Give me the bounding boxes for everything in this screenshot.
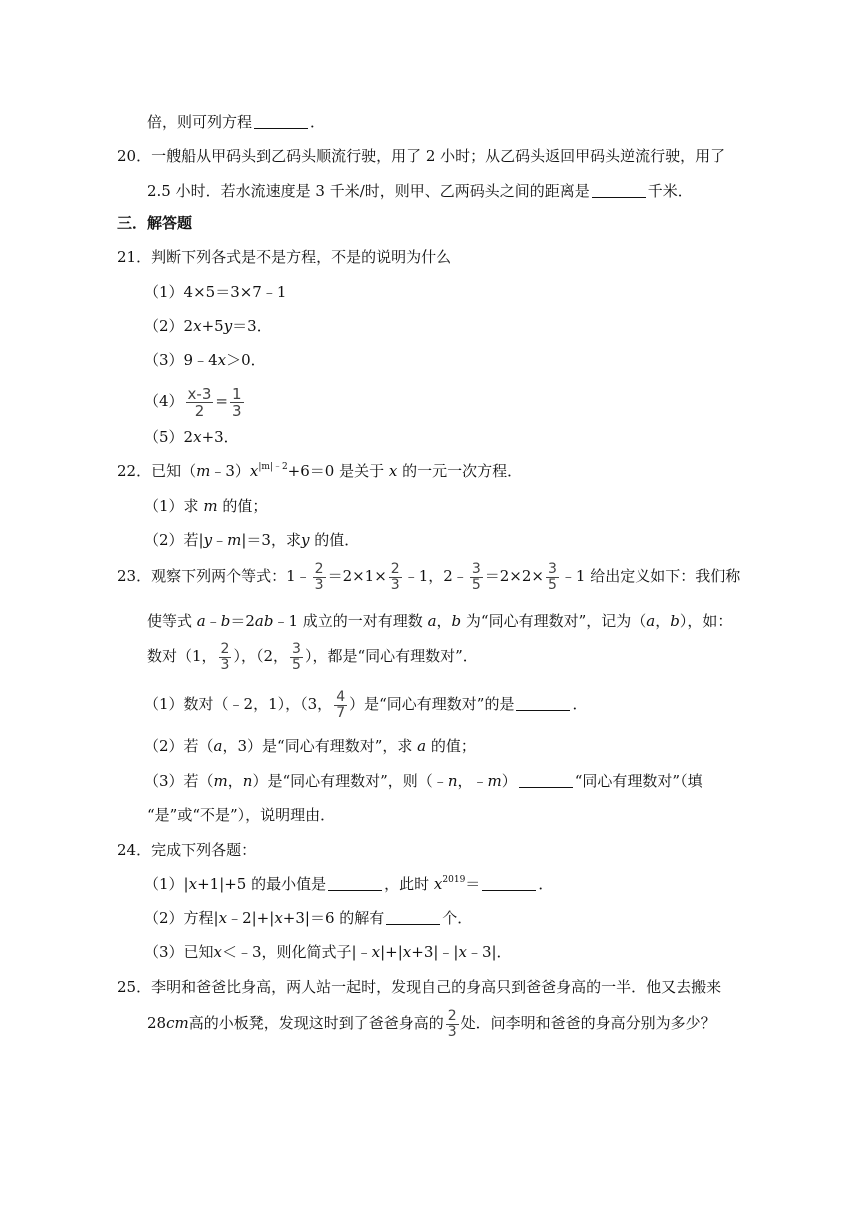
fraction: $\frac{1}{3}$ [231,384,242,420]
fraction: $\frac{3}{5}$ [471,560,481,593]
q23-line2: 使等式 a﹣b＝2ab﹣1 成立的一对有理数 a，b 为“同心有理数对”，记为（a，b），如： [147,612,733,630]
q23-part1: （1）数对（﹣2，1），（3， $\frac{4}{7}$ ）是“同心有理数对”的是 ． [144,688,588,721]
q23-part3: （3）若（m，n）是“同心有理数对”，则（﹣n，﹣m） “同心有理数对”（填 [144,772,703,790]
fraction: $\frac{2}{3}$ [314,560,324,593]
q23-part3-cont: “是”或“不是”），说明理由． [147,806,336,824]
section-heading: 三．解答题 [117,214,193,232]
answer-blank[interactable] [328,876,382,891]
q24-part2: （2）方程|x﹣2|+|x+3|＝6 的解有 个． [144,909,473,927]
fraction: $\frac{2}{3}$ [220,640,230,673]
q24-part1: （1）|x+1|+5 的最小值是 ，此时 $x^{2019}=$ ． [144,875,554,893]
fraction: $\frac{3}{5}$ [292,640,301,673]
q21-part2: （2）2x+5y＝3． [144,317,272,335]
q25-line2: 28cm高的小板凳，发现这时到了爸爸身高的 $\frac{2}{3}$ 处．问李明和爸爸的身高分别为多少？ [147,1007,716,1040]
answer-blank[interactable] [516,696,570,711]
q21-stem: 21．判断下列各式是不是方程，不是的说明为什么 [117,248,452,266]
answer-blank[interactable] [386,910,440,925]
answer-blank[interactable] [519,773,573,788]
q22-part2: （2）若|y﹣m|＝3，求y 的值． [144,531,360,549]
q25-line1: 25．李明和爸爸比身高，两人站一起时，发现自己的身高只到爸爸身高的一半．他又去搬来 [117,978,722,996]
q20-line1: 20．一艘船从甲码头到乙码头顺流行驶，用了 2 小时；从乙码头返回甲码头逆流行驶，用了 [117,147,726,165]
q20-line2: 2.5 小时．若水流速度是 3 千米/时，则甲、乙两码头之间的距离是 千米． [147,182,693,200]
fraction: $\frac{x-3}{2}$ [187,384,212,420]
q23-line3: 数对（1， $\frac{2}{3}$ ），（2， $\frac{3}{5}$ ），都是“同心有理数对”． [147,640,478,673]
answer-blank[interactable] [482,876,536,891]
fraction: $\frac{4}{7}$ [336,688,346,721]
q21-part3: （3）9﹣4x＞0． [144,351,266,369]
q22-stem: 22．已知$(m﹣3)x^{|m|﹣2}+6=0$ 是关于 x 的一元一次方程． [117,462,523,480]
fraction: $\frac{2}{3}$ [390,560,400,593]
q23-line1: 23．观察下列两个等式：1﹣ $\frac{2}{3}$ ＝2×1× $\frac{2}{3}$ ﹣1，2﹣ $\frac{3}{5}$ ＝2×2× $\frac{3}{5}$ ﹣1 给出定义如下：我们称 [117,560,741,593]
q23-part2: （2）若（a，3）是“同心有理数对”，求 a 的值； [144,737,476,755]
q21-part1: （1）4×5＝3×7﹣1 [144,283,287,301]
answer-blank[interactable] [254,114,308,129]
q19-tail: 倍，则可列方程 ． [147,113,326,131]
q21-part4: （4） $\frac{x-3}{2}$ = $\frac{1}{3}$ [144,384,242,420]
answer-blank[interactable] [592,183,646,198]
q24-stem: 24．完成下列各题： [117,841,257,859]
fraction: $\frac{2}{3}$ [447,1007,457,1040]
q22-part1: （1）求 m 的值； [144,497,268,515]
q21-part5: （5）2x+3． [144,428,239,446]
q24-part3: （3）已知x＜﹣3，则化简式子|﹣x|+|x+3|﹣|x﹣3|． [144,943,512,961]
fraction: $\frac{3}{5}$ [547,560,557,593]
